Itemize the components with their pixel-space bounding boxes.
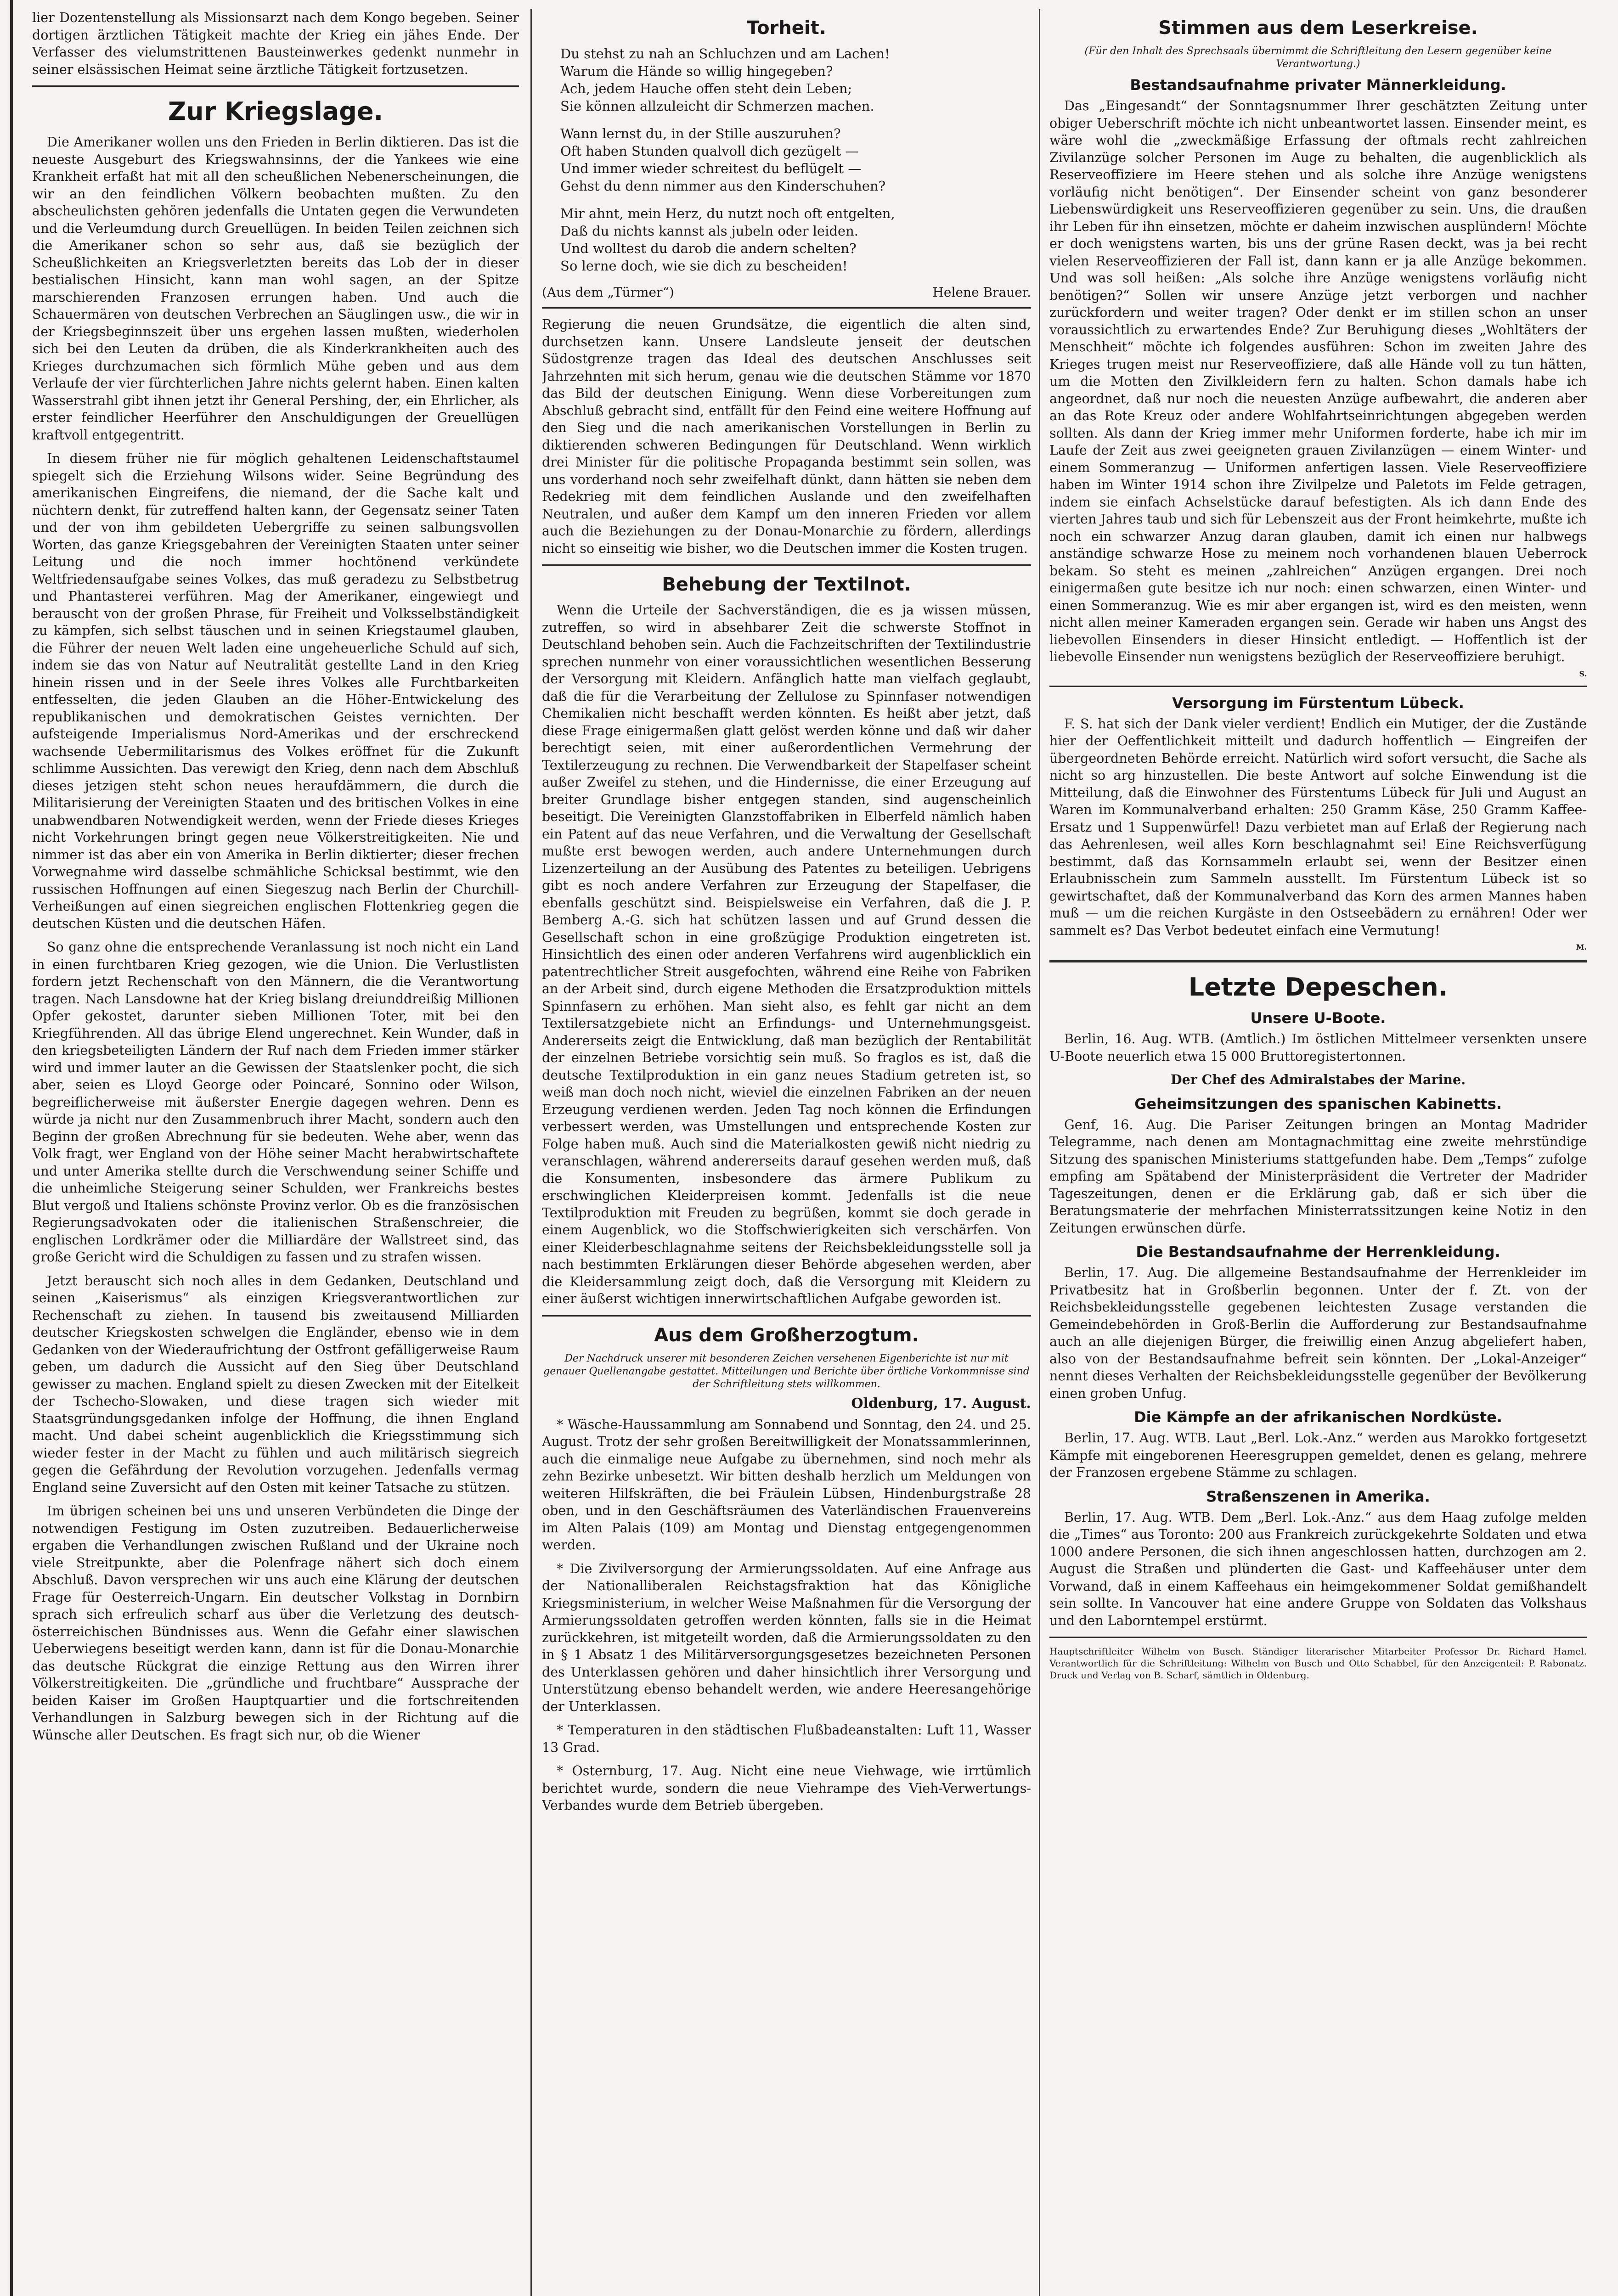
- reprint-note: Der Nachdruck unserer mit besonderen Zeichen versehenen Eigenberichte ist nur mit genauer Quellenangabe gestattet. Mitteilungen und Berichte über örtliche Vorkommnisse sind der Schriftleitung stets willkommen.: [543, 1352, 1030, 1390]
- section-note: (Für den Inhalt des Sprechsaals übernimmt die Schriftleitung den Lesern gegenüber keine Verantwortung.): [1084, 45, 1552, 70]
- poem-stanza: [560, 205, 1031, 275]
- headline-textilnot: Behebung der Textilnot.: [662, 574, 911, 595]
- dispatch: Berlin, 17. Aug. WTB. Laut „Berl. Lok.-Anz.“ werden aus Marokko fortgesetzt Kämpfe mit eingeborenen Heeresgruppen gemeldet, denen es gelang, mehrere der Franzosen ergebene Stämme zu schlagen.: [1049, 1430, 1587, 1480]
- paragraph: Regierung die neuen Grundsätze, die eigentlich die alten sind, durchsetzen kann. Unsere Landsleute jenseit der deutschen Südostgrenze tragen das Ideal des deutschen Anschlusses seit Jahrzehnten mit sich herum, genau wie die deutschen Stämme vor 1870 das Bild der deutschen Einigung. Wenn diese Vorbereitungen zum Abschluß gebracht sind, entfällt für den Feind eine weitere Hoffnung auf den Sieg und die nach amerikanischen Vorstellungen in Berlin zu diktierenden schweren Bedingungen für Deutschland. Wenn wirklich drei Minister für die politische Propaganda bestimmt sein sollen, was uns vorderhand noch sehr zweifelhaft dünkt, dann hätten sie neben dem Redekrieg mit dem feindlichen Auslande und den zweifelhaften Neutralen, und außer dem Kampf um den inneren Frieden vor allem auch die Beziehungen zu der Donau-Monarchie zu fördern, allerdings nicht so einseitig wie bisher, wo die Deutschen immer die Kosten trugen.: [542, 317, 1031, 556]
- paragraph: Die Amerikaner wollen uns den Frieden in Berlin diktieren. Das ist die neueste Ausgeburt des Kriegswahnsinns, der die Yankees wie eine Krankheit erfaßt hat mit all den scheußlichen Nebenerscheinungen, die wir an den feindlichen Völkern beobachten mußten. Zu den abscheulichsten gehören jedenfalls die Untaten gegen die Verwundeten und die Verleumdung durch Greuellügen. In beiden Teilen zeichnen sich die Amerikaner schon so sehr aus, daß sie bezüglich der Scheußlichkeiten an Kriegsverletzten bereits das Lob der in dieser bestialischen Hinsicht, kann man wohl sagen, an der Spitze marschierenden Franzosen errungen haben. Und auch die Schauermären von deutschen Verbrechen an Säuglingen usw., die wir in der Kriegsbeginnszeit über uns ergehen lassen mußten, wiederholen sich bei den Leuten da drüben, die als Kinderkrankheiten auch des Krieges durchzumachen sich förmlich Mühe geben und aus dem Verlaufe der vier fürchterlichen Jahre nichts gelernt haben. Einen kalten Wasserstrahl gibt ihnen jetzt ihr General Pershing, der, ein Ehrlicher, als erster feindlicher Heerführer den Anschuldigungen der Greuellügen kraftvoll entgegentritt.: [32, 135, 519, 443]
- poem-line: Ach, jedem Hauche offen steht dein Leben;: [560, 81, 852, 96]
- subhead-spanien: Geheimsitzungen des spanischen Kabinetts.: [1134, 1095, 1502, 1113]
- poem-footer: [542, 285, 1031, 300]
- paragraph: So ganz ohne die entsprechende Veranlassung ist noch nicht ein Land in einen furchtbaren Krieg gezogen, wie die Union. Die Verlustlisten fordern jetzt Rechenschaft von den Männern, die die Verantwortung tragen. Nach Lansdowne hat der Krieg bislang dreiunddreißig Millionen Opfer gekostet, darunter sieben Millionen Toter, mit bei den Kriegführenden. All das übrige Elend ungerechnet. Kein Wunder, daß in den kriegsbeteiligten Ländern der Ruf nach dem Frieden immer stärker wird und immer lauter an die Gewissen der Staatslenker pocht, die sich aber, seien es Lloyd George oder Poincaré, Sonnino oder Wilson, begreiflicherweise mit äußerster Energie dagegen wehren. Denn es würde ja nicht nur den Zusammenbruch ihrer Macht, sondern auch den Beginn der großen Abrechnung für sie bedeuten. Wehe aber, wenn das Volk fragt, wer England von der Höhe seiner Macht herabwirtschaftete und unter Amerika stellte durch die Verschwendung seiner Schiffe und die unheimliche Steigerung seiner Schulden, wer Frankreichs bestes Blut vergoß und Italiens schönste Provinz verlor. Ob es die französischen Regierungsadvokaten oder die italienischen Straßenschreier, die englischen Lordkrämer oder die Milliardäre der Wallstreet sind, das große Gericht wird die Schuldigen zu fassen und zu strafen wissen.: [32, 940, 519, 1265]
- divider: [1049, 1637, 1587, 1638]
- paragraph: Das „Eingesandt“ der Sonntagsnummer Ihrer geschätzten Zeitung unter obiger Ueberschrift möchte ich nicht unbeantwortet lassen. Einsender meint, es wäre wohl die „zweckmäßige Erfassung der oftmals recht zahlreichen Zivilanzüge solcher Personen im Auge zu behalten, die augenblicklich als Reserveoffiziere im Heere stehen und als solche ihre Anzüge wenigstens vorläufig nicht benötigen“. Der Einsender scheint von ganz besonderer Liebenswürdigkeit uns Reserveoffizieren gegenüber zu sein. Uns, die draußen ihr Leben für ihn einsetzen, möchte er daheim inzwischen ausplündern! Möchte er doch wenigstens warten, bis uns der grüne Rasen deckt, was ja bei recht vielen Reserveoffizieren der Fall ist, dann kann er ja alle Anzüge bekommen. Und was soll heißen: „Als solche ihre Anzüge wenigstens vorläufig nicht benötigen?“ Sollen wir unsere Anzüge jetzt verborgen und nachher zurückfordern und weiter tragen? Oder denkt er im stillen schon an unser voraussichtlich zu erwartendes Ende? Zur Beruhigung dieses „Wohltäters der Menschheit“ möchte ich folgendes ausführen: Schon im zweiten Jahre des Krieges trugen meist nur Reserveoffiziere, daß alle Hände voll zu tun hätten, um die Motten den Zivilkleidern fern zu halten. Schon damals habe ich angeordnet, daß nur noch die neuesten Anzüge aufbewahrt, die anderen aber an das Rote Kreuz oder andere Wohlfahrtseinrichtungen abgegeben werden sollten. Als dann der Krieg immer mehr Uniformen forderte, habe ich mir im Laufe der Zeit aus zwei geeigneten grauen Zivilanzügen — einem Winter- und einem Sommeranzug — Uniformen anfertigen lassen. Viele Reserveoffiziere haben im Winter 1914 schon ihre Zivilpelze und Paletots im Felde getragen, indem sie einfach Achselstücke darauf befestigten. Als ich dann Ende des vierten Jahres taub und sich für Lebenszeit aus der Front heimkehrte, mußte ich noch ein schwarzer Anzug daran glauben, damit ich einen nur halbwegs anständige schwarze Hose zu meinem noch vorhandenen blauen Ueberrock bekam. So steht es meinen „zahlreichen“ Anzügen ergangen. Drei noch einigermaßen gute besitze ich nur noch: einen schwarzen, einen Winter- und einen Sommeranzug. Wie es mir aber ergangen ist, wird es den meisten, wenn nicht allen meiner Kameraden ergangen sein. Gerade wir haben uns Angst des liebevollen Einsenders in dieser Hinsicht entledigt. — Hoffentlich ist der liebevolle Einsender nun wenigstens bezüglich der Reserveoffiziere beruhigt.: [1049, 98, 1587, 664]
- divider: [542, 1315, 1031, 1317]
- poem-line: Mir ahnt, mein Herz, du nutzt noch oft entgelten,: [560, 206, 895, 221]
- signature: M.: [1576, 943, 1587, 951]
- poem-stanza: [560, 125, 1031, 195]
- dateline: Oldenburg, 17. August.: [851, 1395, 1031, 1412]
- signature: S.: [1579, 669, 1587, 678]
- poem-line: Gehst du denn nimmer aus den Kinderschuhen?: [560, 178, 886, 194]
- poem-source: (Aus dem „Türmer“): [542, 285, 674, 300]
- poem-line: Und wolltest du darob die andern schelten?: [560, 241, 857, 256]
- column-divider: [530, 9, 532, 2296]
- paragraph: Wenn die Urteile der Sachverständigen, die es ja wissen müssen, zutreffen, so wird in absehbarer Zeit die schwerste Stoffnot in Deutschland behoben sein. Auch die Fachzeitschriften der Textilindustrie sprechen nunmehr von einer voraussichtlichen wesentlichen Besserung der Versorgung mit Kleidern. Anfänglich hatte man vielfach geglaubt, daß die für die Verarbeitung der Zellulose zu Spinnfaser notwendigen Chemikalien nicht beschafft werden könnten. Es heißt aber jetzt, daß diese Frage einigermaßen glatt gelöst werden könne und daß wir daher berechtigt seien, mit einer außerordentlichen Vermehrung der Textilerzeugung zu rechnen. Die Verwendbarkeit der Stapelfaser scheint außer Zweifel zu stehen, und die Hindernisse, die einer Erzeugung auf breiter Grundlage bisher entgegen standen, sind augenscheinlich beseitigt. Die Vereinigten Glanzstoffabriken in Elberfeld nämlich haben ein Patent auf das neue Verfahren, und die Verwaltung der Gesellschaft mußte erst bewogen werden, auch andere Unternehmungen durch Lizenzerteilung an der Ausübung des Patentes zu beteiligen. Uebrigens gibt es noch andere Verfahren zur Erzeugung der Stapelfaser, die ebenfalls geschützt sind. Beispielsweise ein Verfahren, daß die J. P. Bemberg A.-G. sich hat schützen lassen und auf Grund dessen die Gesellschaft schon in eine großzügige Produktion eingetreten ist. Hinsichtlich des einen oder anderen Verfahrens wird augenblicklich ein patentrechtlicher Streit ausgefochten, während eine Reihe von Fabriken an der Arbeit sind, durch eigene Methoden die Ersatzproduktion mittels Spinnfasern zu erhöhen. Man sieht also, es fehlt gar nicht an dem Textilersatzgebiete nicht an Erfindungs- und Unternehmungsgeist. Andererseits zeigt die Entwicklung, daß man bezüglich der Rentabilität der einzelnen Betriebe vorsichtig sein muß. So fraglos es ist, daß die deutsche Textilproduktion in ein ganz neues Stadium getreten ist, so weiß man doch noch nicht, wieviel die einzelnen Fabriken an der neuen Erzeugung verdienen werden. Jeden Tag noch können die Erfindungen verbessert werden, was Umstellungen und entsprechende Kosten zur Folge haben muß. Auch sind die Materialkosten gewiß nicht niedrig zu veranschlagen, während andererseits darauf gesehen werden muß, daß die Konsumenten, insbesondere das ärmere Publikum zu erschwinglichen Kleiderpreisen kommt. Jedenfalls ist die neue Textilproduktion mit Freuden zu begrüßen, kommt sie doch gerade in einem Augenblick, wo die Stoffschwierigkeiten sich verschärfen. Von einer Kleiderbeschlagnahme seitens der Reichsbekleidungsstelle soll ja nach bestimmten Erklärungen dieser Behörde abgesehen werden, aber die Kleidersammlung zeigt doch, daß die Versorgung mit Kleidern zu einer äußerst wichtigen innerwirtschaftlichen Aufgabe geworden ist.: [542, 602, 1031, 1306]
- headline-grossherzogtum: Aus dem Großherzogtum.: [654, 1324, 919, 1346]
- dispatch: Berlin, 17. Aug. Die allgemeine Bestandsaufnahme der Herrenkleider im Privatbesitz hat in Großberlin begonnen. Unter der f. Zt. von der Reichsbekleidungsstelle gegebenen leichtesten Zusage verstanden die Gemeindebehörden in Groß-Berlin die Aufforderung zur Bestandsaufnahme auch an alle diejenigen Bürger, die freiwillig einen Anzug abgeliefert haben, also von der Bestandsaufnahme befreit sein könnten. Der „Lokal-Anzeiger“ nennt dieses Verhalten der Reichsbekleidungsstelle gegenüber der Bevölkerung einen groben Unfug.: [1049, 1265, 1587, 1401]
- subhead-afrika: Die Kämpfe an der afrikanischen Nordküste.: [1134, 1408, 1502, 1426]
- subhead-amerika: Straßenszenen in Amerika.: [1206, 1487, 1430, 1505]
- divider: [542, 307, 1031, 309]
- divider: [1049, 960, 1587, 962]
- dispatch-signature: Der Chef des Admiralstabes der Marine.: [1170, 1072, 1466, 1087]
- column-divider: [1039, 9, 1040, 2296]
- poem-line: Du stehst zu nah an Schluchzen und am Lachen!: [560, 46, 890, 62]
- poem-line: Und immer wieder schreitest du beflügelt —: [560, 161, 862, 176]
- intro-paragraph: lier Dozentenstellung als Missionsarzt nach dem Kongo begeben. Seiner dortigen ärztlichen Tätigkeit machte der Krieg ein jähes Ende. Der Verfasser des vielumstrittenen Bausteinwerkes gedenkt nunmehr in seiner elsässischen Heimat seine ärztliche Tätigkeit fortzusetzen.: [32, 10, 519, 77]
- headline-depeschen: Letzte Depeschen.: [1188, 973, 1448, 1002]
- paragraph: * Wäsche-Haussammlung am Sonnabend und Sonntag, den 24. und 25. August. Trotz der sehr großen Bereitwilligkeit der Monatssammlerinnen, auch die einmalige neue Aufgabe zu übernehmen, sind noch mehr als zehn Bezirke unbesetzt. Wir bitten deshalb herzlich um Meldungen von weiteren Hilfskräften, die bei Fräulein Lübsen, Hindenburgstraße 28 oben, und in den Geschäftsräumen des Vaterländischen Frauenvereins im Alten Palais (109) am Montag und Dienstag entgegengenommen werden.: [542, 1417, 1031, 1553]
- dispatch: Genf, 16. Aug. Die Pariser Zeitungen bringen an Montag Madrider Telegramme, nach denen am Montagnachmittag eine zweite mehrstündige Sitzung des spanischen Ministeriums stattgefunden habe. Dem „Temps“ zufolge empfing am Spätabend der Ministerpräsident die Vertreter der Madrider Tageszeitungen, denen er die Erklärung gab, daß er sich über die Beratungsmaterie der mehrfachen Ministerratssitzungen keine Notiz in den Zeitungen erwünschen dürfe.: [1049, 1117, 1587, 1236]
- headline-luebeck: Versorgung im Fürstentum Lübeck.: [1172, 694, 1464, 712]
- column-right: [1049, 9, 1587, 2296]
- column-left: [32, 9, 519, 2296]
- poem-line: Wann lernst du, in der Stille auszuruhen?: [560, 126, 841, 141]
- paragraph: Jetzt berauscht sich noch alles in dem Gedanken, Deutschland und seinen „Kaiserismus“ als einzigen Kriegsverantwortlichen zur Rechenschaft zu ziehen. In tausend bis zweitausend Milliarden deutscher Kriegskosten schwelgen die Engländer, ebenso wie in dem Gedanken von der Wiederaufrichtung der Ostfront gefälligerweise Raum geben, um dadurch die Aussicht auf den Sieg über Deutschland gewisser zu machen. England spielt zu diesen Zwecken mit der Eitelkeit der Tschecho-Slowaken, und diese tragen sich wieder mit Staatsgründungsgedanken infolge der Hoffnung, die ihnen England macht. Und dabei scheint augenblicklich die Kriegsstimmung sich wieder fester in der Macht zu fühlen und auch militärisch siegreich gegen die Gefährdung der Revolution vorzugehen. Jedenfalls vermag England seine Zuversicht auf den Osten mit keiner Tatsache zu stützen.: [32, 1273, 519, 1495]
- divider: [542, 564, 1031, 566]
- subhead-herrenkleidung: Die Bestandsaufnahme der Herrenkleidung.: [1136, 1243, 1500, 1261]
- poem-line: So lerne doch, wie sie dich zu bescheiden!: [560, 258, 848, 274]
- poem-line: Oft haben Stunden qualvoll dich gezügelt —: [560, 143, 859, 159]
- paragraph: * Die Zivilversorgung der Armierungssoldaten. Auf eine Anfrage aus der Nationalliberalen Reichstagsfraktion hat das Königliche Kriegsministerium, in welcher Weise Maßnahmen für die Versorgung der Armierungssoldaten getroffen werden könnten, falls sie in die Heimat zurückkehren, ist mitgeteilt worden, daß die Armierungssoldaten zu den in § 1 Absatz 1 des Militärversorgungsgesetzes bezeichneten Personen des Unterklassen gehören und daher hinsichtlich ihrer Versorgung und Unterstützung ebenso behandelt werden, wie andere Heeresangehörige der Unterklassen.: [542, 1561, 1031, 1714]
- paragraph: F. S. hat sich der Dank vieler verdient! Endlich ein Mutiger, der die Zustände hier der Oeffentlichkeit mitteilt und dadurch hoffentlich — Eingreifen der übergeordneten Behörde erreicht. Natürlich wird sofort versucht, die Sache als nicht so arg hinzustellen. Die beste Antwort auf solche Einwendung ist die Mitteilung, daß die Einwohner des Fürstentums Lübeck für Juli und August an Waren im Kommunalverband erhalten: 250 Gramm Käse, 250 Gramm Kaffee-Ersatz und 1 Suppenwürfel! Dazu verbietet man auf Erlaß der Regierung nach das Aehrenlesen, weil alles Korn beschlagnahmt sei! Eine Reichsverfügung bestimmt, daß das Kornsammeln erlaubt sei, wenn der Besitzer einen Erlaubnisschein zum Sammeln ausstellt. Im Fürstentum Lübeck ist so gewirtschaftet, daß der Kommunalverband das Korn des armen Mannes haben muß — um die reichen Kurgäste in den Ostseebädern zu ernähren! Oder wer sammelt es? Das Verbot bedeutet einfach eine Vermutung!: [1049, 716, 1587, 938]
- poem-line: Daß du nichts kannst als jubeln oder leiden.: [560, 223, 859, 239]
- headline-kriegslage: Zur Kriegslage.: [168, 97, 383, 126]
- paragraph: Im übrigen scheinen bei uns und unseren Verbündeten die Dinge der notwendigen Festigung im Osten zuzutreiben. Bedauerlicherweise ergaben die Verhandlungen zwischen Rußland und der Ukraine noch viele Streitpunkte, aber die Polenfrage nähert sich doch einem Abschluß. Davon versprechen wir uns auch eine Klärung der deutschen Frage für Oesterreich-Ungarn. Ein deutscher Volkstag in Dornbirn sprach sich erfreulich scharf aus über die Verletzung des deutsch-österreichischen Bündnisses aus. Wenn die Gefahr einer slawischen Ueberwiegens beseitigt werden kann, dann ist für die Donau-Monarchie das deutsche Rückgrat die einzige Rettung aus den Wirren ihrer Völkerstreitigkeiten. Die „gründliche und fruchtbare“ Aussprache der beiden Kaiser im Großen Hauptquartier und die fortschreitenden Verhandlungen in Salzburg bewegen sich in der Richtung auf die Wünsche aller Deutschen. Es fragt sich nur, ob die Wiener: [32, 1503, 519, 1743]
- subhead-uboote: Unsere U-Boote.: [1250, 1009, 1386, 1027]
- poem: [560, 45, 1031, 275]
- poem-line: Sie können allzuleicht dir Schmerzen machen.: [560, 98, 874, 114]
- paragraph: * Temperaturen in den städtischen Flußbadeanstalten: Luft 11, Wasser 13 Grad.: [542, 1722, 1031, 1755]
- imprint: Hauptschriftleiter Wilhelm von Busch. Ständiger literarischer Mitarbeiter Professor Dr. Richard Hamel. Verantwortlich für die Schriftleitung: Wilhelm von Busch und Otto Schabbel, für den Anzeigenteil: P. Rabonatz. Druck und Verlag von B. Scharf, sämtlich in Oldenburg.: [1049, 1646, 1587, 1681]
- dispatch: Berlin, 17. Aug. WTB. Dem „Berl. Lok.-Anz.“ aus dem Haag zufolge melden die „Times“ aus Toronto: 200 aus Frankreich zurückgekehrte Soldaten und etwa 1000 andere Personen, die sich ihnen angeschlossen hatten, durchzogen am 2. August die Straßen und plünderten die Gast- und Kaffeehäuser unter dem Vorwand, daß in einem Kaffeehaus ein heimgekommener Soldat gemißhandelt sein sollte. In Vancouver hat eine andere Gruppe von Soldaten das Volkshaus und den Laborntempel erstürmt.: [1049, 1509, 1587, 1628]
- poem-author: Helene Brauer.: [932, 285, 1031, 300]
- paragraph: In diesem früher nie für möglich gehaltenen Leidenschaftstaumel spiegelt sich die Erziehung Wilsons wider. Seine Begründung des amerikanischen Eingreifens, die niemand, der die Sache kalt und nüchtern denkt, für zutreffend halten kann, der Gegensatz seiner Taten und der von ihm gebildeten Uebergriffe zu seinen salbungsvollen Worten, das ganze Kriegsgebahren der Vereinigten Staaten unter seiner Leitung und die noch immer hochtönend verkündete Weltfriedensaufgabe seines Volkes, das muß geradezu zu Selbstbetrug und Phantasterei verführen. Mag der Amerikaner, eingewiegt und berauscht von der großen Phrase, für Freiheit und Volksselbständigkeit zu kämpfen, sich selbst täuschen und in seinen Kriegstaumel glauben, die Führer der neuen Welt laden eine ungeheuerliche Schuld auf sich, indem sie das von Natur auf Neutralität gestellte Land in den Krieg hinein rissen und in der Seele ihres Volkes alle Furchtbarkeiten entfesselten, die jeden Glauben an die Höher-Entwickelung des republikanischen und demokratischen Geistes vernichten. Der aufsteigende Imperialismus Nord-Amerikas und der erschreckend wachsende Uebermilitarismus des Volkes eröffnet für die Zukunft schlimme Aussichten. Das verewigt den Krieg, denn nach dem Abschluß dieses jetzigen steht schon neues heraufdämmern, die durch die Militarisierung der Vereinigten Staaten und des britischen Volkes in eine unabwendbaren Notwendigkeit werden, wenn der Friede dieses Krieges nicht Vorkehrungen bringt gegen neue Völkerstreitigkeiten. Nie und nimmer ist das aber ein von Amerika in Berlin diktierter; dieser frechen Vorwegnahme wird dasselbe schmähliche Schicksal bestimmt, wie den russischen Hoffnungen auf einen Siegeszug nach Berlin der Churchill-Verheißungen auf einen siegreichen englischen Flottenkrieg gegen die deutschen Küsten und die deutschen Häfen.: [32, 451, 519, 931]
- dispatch: Berlin, 16. Aug. WTB. (Amtlich.) Im östlichen Mittelmeer versenkten unsere U-Boote neuerlich etwa 15 000 Bruttoregistertonnen.: [1049, 1031, 1587, 1064]
- column-middle: [542, 9, 1031, 2296]
- left-margin-rule: [10, 0, 13, 2296]
- poem-title: Torheit.: [747, 17, 826, 39]
- divider: [32, 85, 519, 87]
- poem-stanza: [560, 45, 1031, 115]
- section-header-leserkreise: Stimmen aus dem Leserkreise.: [1158, 17, 1478, 39]
- headline-bestandsaufnahme: Bestandsaufnahme privater Männerkleidung.: [1130, 76, 1506, 94]
- poem-line: Warum die Hände so willig hingegeben?: [560, 63, 833, 79]
- paragraph: * Osternburg, 17. Aug. Nicht eine neue Viehwage, wie irrtümlich berichtet wurde, sondern die neue Viehrampe des Vieh-Verwertungs-Verbandes wurde dem Betrieb übergeben.: [542, 1763, 1031, 1813]
- divider: [1049, 686, 1587, 687]
